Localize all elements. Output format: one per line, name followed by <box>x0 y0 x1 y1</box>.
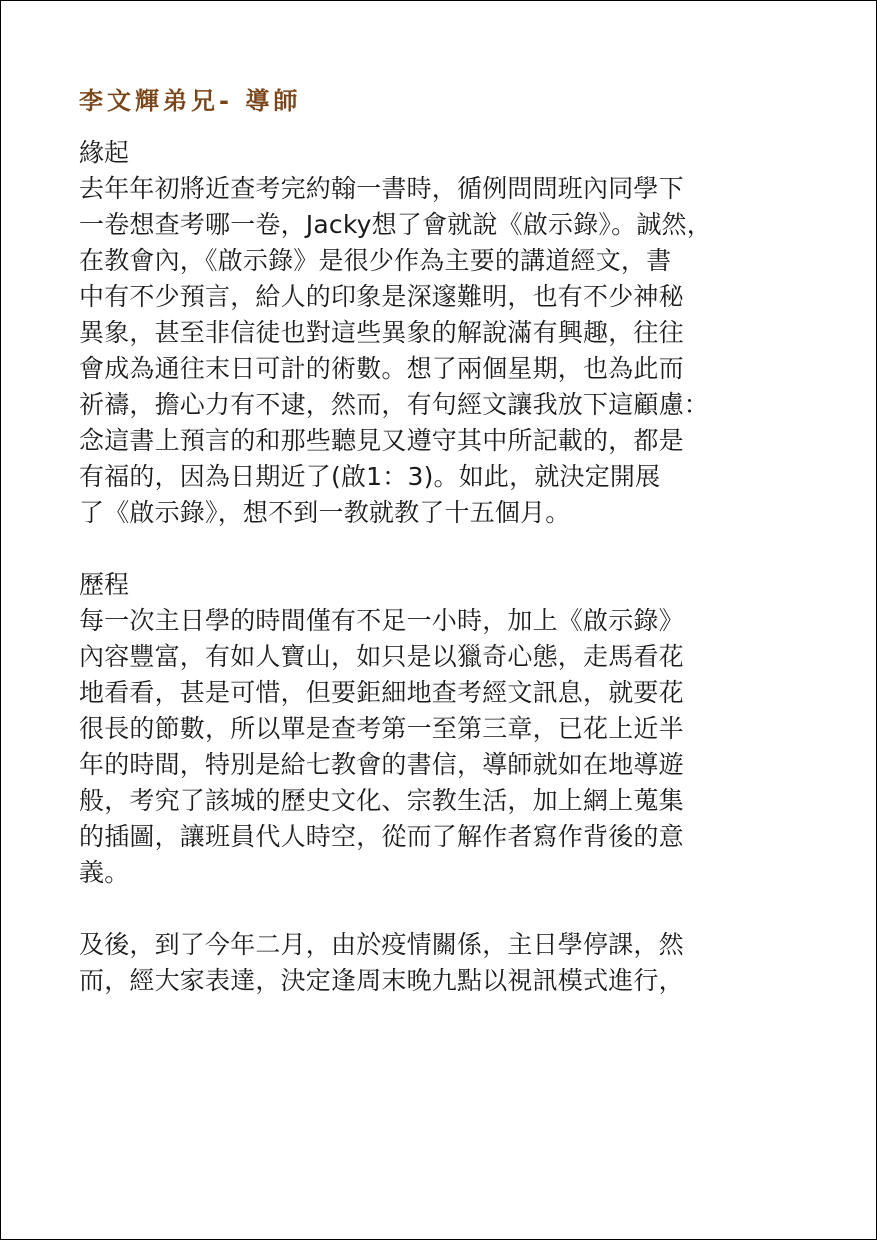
paragraph-line: 有福的，因為日期近了(啟1：3)。如此，就決定開展 <box>79 462 661 491</box>
section-continuation <box>79 927 809 999</box>
paragraph-line: 去年年初將近查考完約翰一書時，循例問問班內同學下 <box>79 174 684 203</box>
paragraph-line: 及後，到了今年二月，由於疫情關係，主日學停課，然 <box>79 930 684 959</box>
paragraph-line: 會成為通往末日可計的術數。想了兩個星期，也為此而 <box>79 354 684 383</box>
paragraph-line: 年的時間，特別是給七教會的書信，導師就如在地導遊 <box>79 750 684 779</box>
paragraph-line: 而，經大家表達，決定逢周末晚九點以視訊模式進行， <box>79 966 684 995</box>
section-heading: 歷程 <box>79 570 130 599</box>
section-journey <box>79 567 809 891</box>
section-heading: 緣起 <box>79 138 130 167</box>
paragraph <box>79 927 809 999</box>
article-body <box>79 83 809 999</box>
paragraph-line: 很長的節數，所以單是查考第一至第三章，已花上近半 <box>79 714 684 743</box>
paragraph-line: 般，考究了該城的歷史文化、宗教生活，加上網上蒐集 <box>79 786 684 815</box>
paragraph-line: 異象，甚至非信徒也對這些異象的解說滿有興趣，往往 <box>79 318 684 347</box>
paragraph-gap <box>79 531 809 567</box>
paragraph-line: 地看看，甚是可惜，但要鉅細地查考經文訊息，就要花 <box>79 678 684 707</box>
author-title: 李文輝弟兄- 導師 <box>79 87 302 115</box>
paragraph-line: 義。 <box>79 858 130 887</box>
paragraph <box>79 171 809 531</box>
paragraph-line: 了《啟示錄》，想不到一教就教了十五個月。 <box>79 498 571 527</box>
paragraph-line: 念這書上預言的和那些聽見又遵守其中所記載的，都是 <box>79 426 684 455</box>
paragraph-line: 每一次主日學的時間僅有不足一小時，加上《啟示錄》 <box>79 606 684 635</box>
paragraph-line: 中有不少預言，給人的印象是深邃難明，也有不少神秘 <box>79 282 684 311</box>
paragraph-line: 內容豐富，有如人寶山，如只是以獵奇心態，走馬看花 <box>79 642 684 671</box>
paragraph <box>79 603 809 891</box>
paragraph-line: 一卷想查考哪一卷，Jacky想了會就說《啟示錄》。誠然， <box>79 210 712 239</box>
paragraph-line: 的插圖，讓班員代人時空，從而了解作者寫作背後的意 <box>79 822 684 851</box>
section-origin <box>79 135 809 531</box>
paragraph-line: 在教會內，《啟示錄》是很少作為主要的講道經文，書 <box>79 246 672 275</box>
paragraph-line: 祈禱，擔心力有不逮，然而，有句經文讓我放下這顧慮： <box>79 390 710 419</box>
paragraph-gap <box>79 891 809 927</box>
